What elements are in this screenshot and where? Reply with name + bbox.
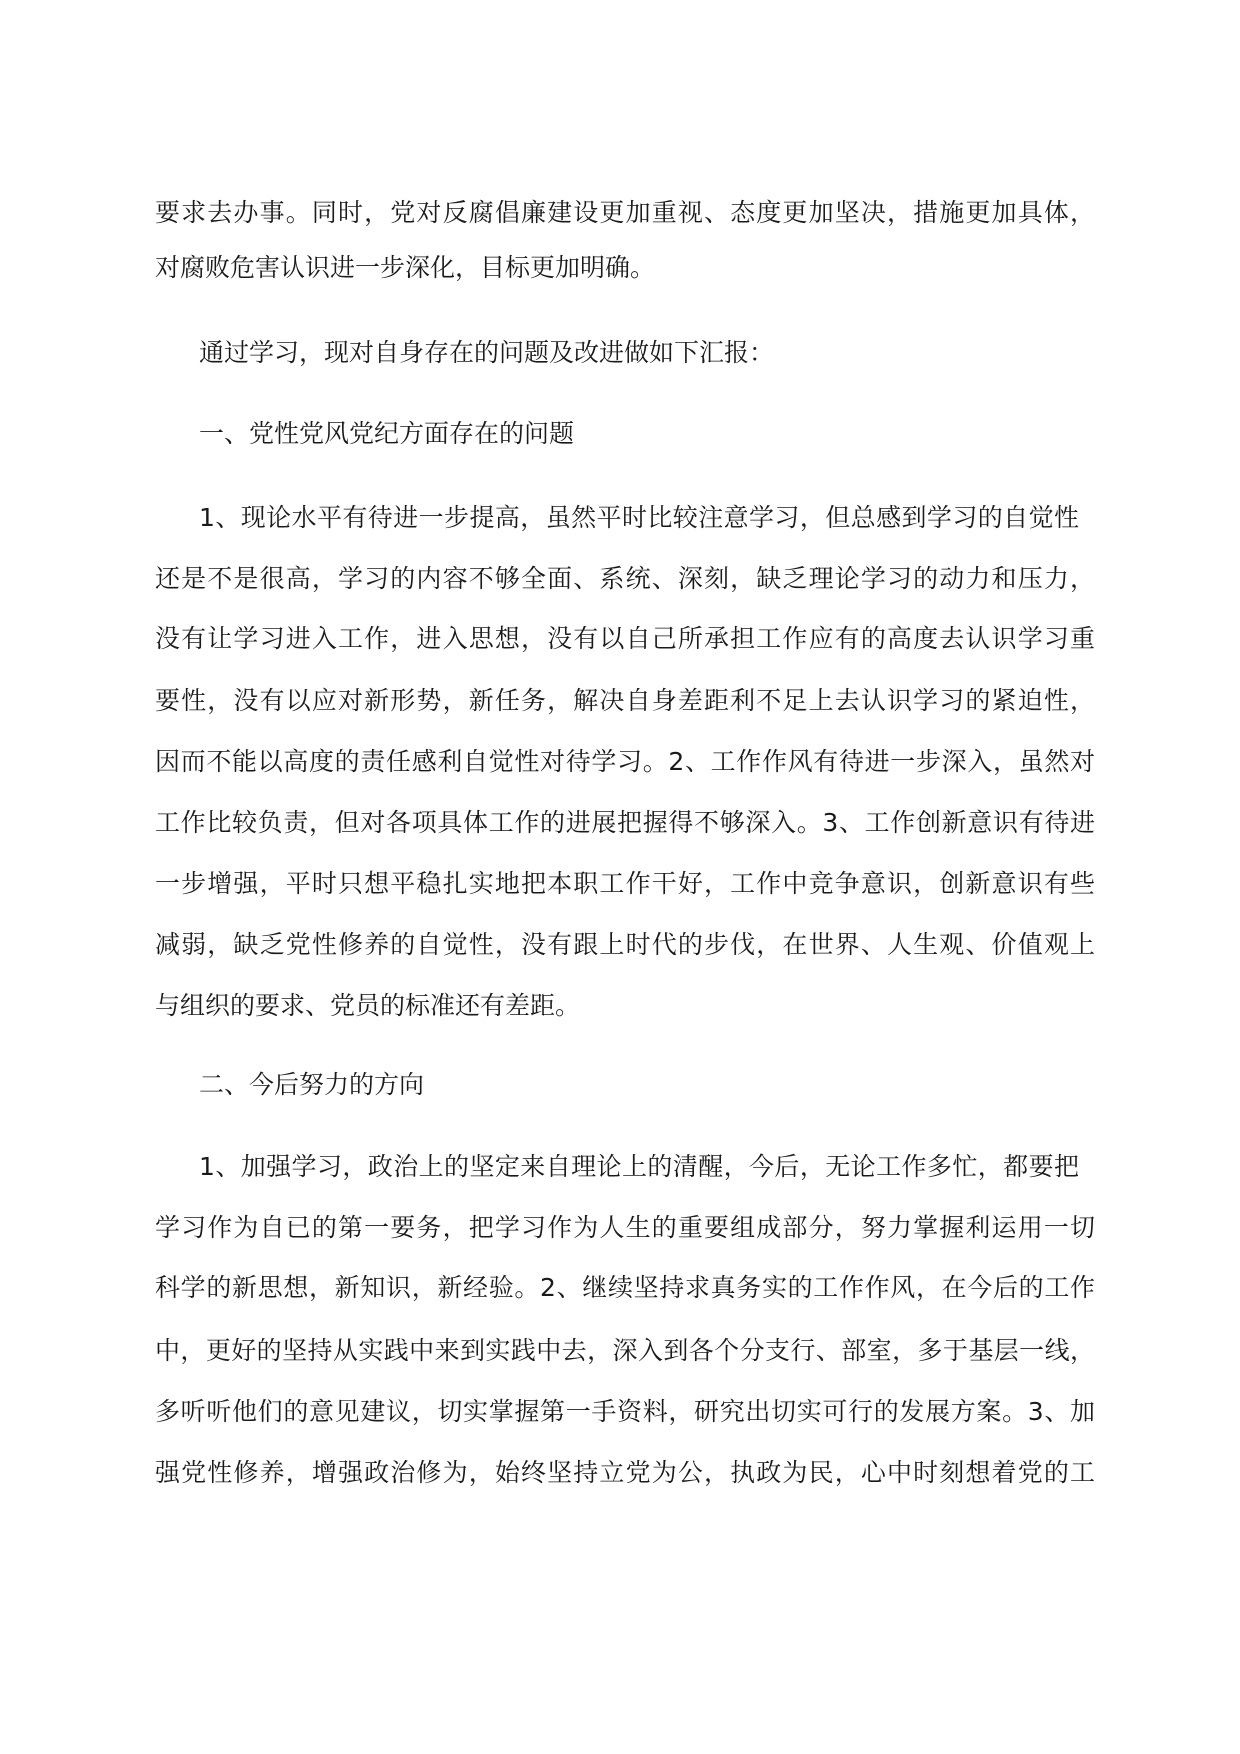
paragraph-line: 与组织的要求、党员的标准还有差距。 <box>155 991 581 1020</box>
paragraph-line: 要求去办事。同时，党对反腐倡廉建设更加重视、态度更加坚决，措施更加具体， <box>155 198 1095 227</box>
paragraph-line: 通过学习，现对自身存在的问题及改进做如下汇报： <box>199 338 775 367</box>
paragraph-line: 1、加强学习，政治上的坚定来自理论上的清醒，今后，无论工作多忙，都要把 <box>199 1152 1079 1181</box>
paragraph-line: 没有让学习进入工作，进入思想，没有以自己所承担工作应有的高度去认识学习重 <box>155 624 1095 653</box>
paragraph-line: 强党性修养，增强政治修为，始终坚持立党为公，执政为民，心中时刻想着党的工 <box>155 1458 1095 1487</box>
paragraph-line: 因而不能以高度的责任感利自觉性对待学习。2、工作作风有待进一步深入，虽然对 <box>155 747 1095 776</box>
paragraph-line: 对腐败危害认识进一步深化，目标更加明确。 <box>155 253 656 282</box>
paragraph-line: 一步增强，平时只想平稳扎实地把本职工作干好，工作中竞争意识，创新意识有些 <box>155 869 1095 898</box>
section-heading: 二、今后努力的方向 <box>199 1070 425 1099</box>
paragraph-line: 学习作为自已的第一要务，把学习作为人生的重要组成部分，努力掌握利运用一切 <box>155 1213 1095 1242</box>
paragraph-line: 科学的新思想，新知识，新经验。2、继续坚持求真务实的工作作风，在今后的工作 <box>155 1273 1095 1302</box>
paragraph-line: 还是不是很高，学习的内容不够全面、系统、深刻，缺乏理论学习的动力和压力， <box>155 564 1095 593</box>
paragraph-line: 1、现论水平有待进一步提高，虽然平时比较注意学习，但总感到学习的自觉性 <box>199 503 1079 532</box>
paragraph-line: 多听听他们的意见建议，切实掌握第一手资料，研究出切实可行的发展方案。3、加 <box>155 1397 1095 1426</box>
section-heading: 一、党性党风党纪方面存在的问题 <box>199 419 575 448</box>
paragraph-line: 要性，没有以应对新形势，新任务，解决自身差距利不足上去认识学习的紧迫性， <box>155 686 1095 715</box>
paragraph-line: 中，更好的坚持从实践中来到实践中去，深入到各个分支行、部室，多于基层一线， <box>155 1336 1095 1365</box>
paragraph-line: 工作比较负责，但对各项具体工作的进展把握得不够深入。3、工作创新意识有待进 <box>155 808 1095 837</box>
paragraph-line: 减弱，缺乏党性修养的自觉性，没有跟上时代的步伐，在世界、人生观、价值观上 <box>155 930 1095 959</box>
